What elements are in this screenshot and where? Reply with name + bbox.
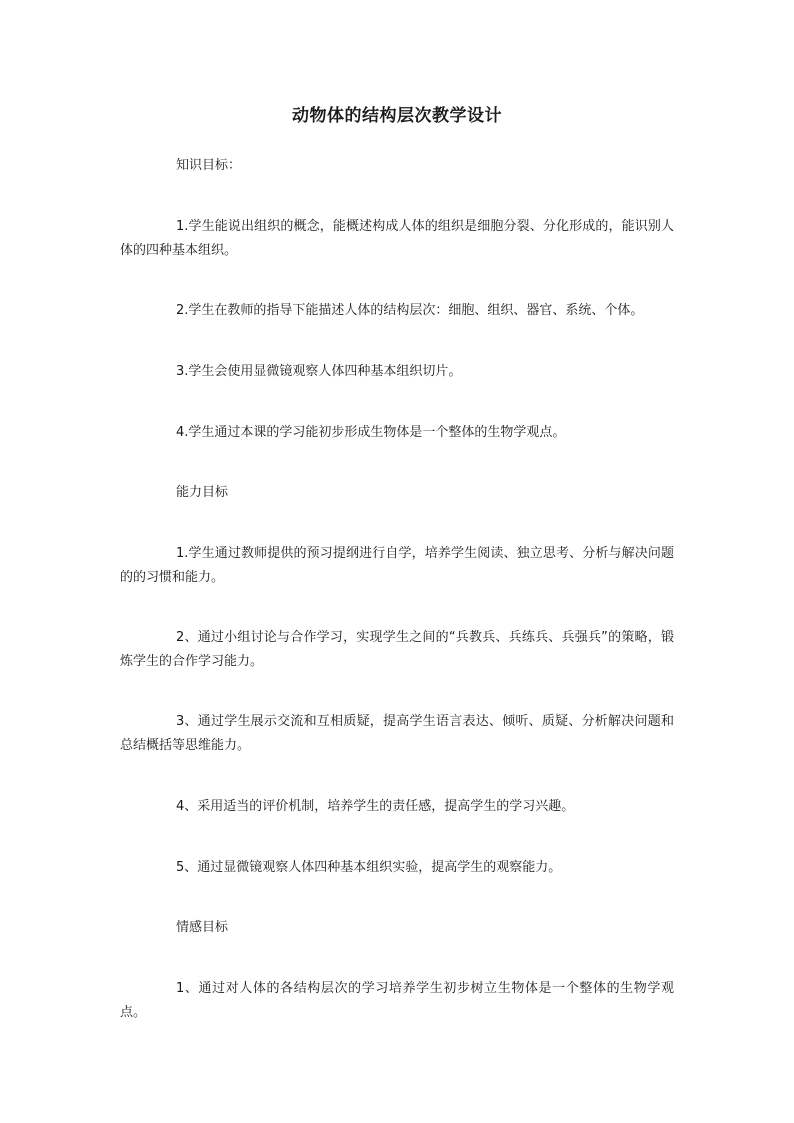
document-title: 动物体的结构层次教学设计 xyxy=(292,106,502,126)
ability-item-3: 3、通过学生展示交流和互相质疑，提高学生语言表达、倾听、质疑、分析解决问题和总结概括等思维能力。 xyxy=(120,714,674,753)
ability-item-4: 4、采用适当的评价机制，培养学生的责任感，提高学生的学习兴趣。 xyxy=(176,799,575,814)
section-heading-ability: 能力目标 xyxy=(176,485,229,500)
knowledge-item-4: 4.学生通过本课的学习能初步形成生物体是一个整体的生物学观点。 xyxy=(176,425,566,440)
knowledge-item-1: 1.学生能说出组织的概念，能概述构成人体的组织是细胞分裂、分化形成的，能识别人体的四种基本组织。 xyxy=(120,219,674,258)
section-heading-emotion: 情感目标 xyxy=(176,920,229,935)
emotion-item-1: 1、通过对人体的各结构层次的学习培养学生初步树立生物体是一个整体的生物学观点。 xyxy=(120,981,674,1020)
knowledge-item-3: 3.学生会使用显微镜观察人体四种基本组织切片。 xyxy=(176,364,462,379)
ability-item-2: 2、通过小组讨论与合作学习，实现学生之间的“兵教兵、兵练兵、兵强兵”的策略，锻炼学生的合作学习能力。 xyxy=(120,630,674,669)
ability-item-1: 1.学生通过教师提供的预习提纲进行自学，培养学生阅读、独立思考、分析与解决问题的的习惯和能力。 xyxy=(120,546,674,585)
section-heading-knowledge: 知识目标： xyxy=(176,158,242,173)
knowledge-item-2: 2.学生在教师的指导下能描述人体的结构层次：细胞、组织、器官、系统、个体。 xyxy=(176,303,644,318)
ability-item-5: 5、通过显微镜观察人体四种基本组织实验，提高学生的观察能力。 xyxy=(176,860,562,875)
